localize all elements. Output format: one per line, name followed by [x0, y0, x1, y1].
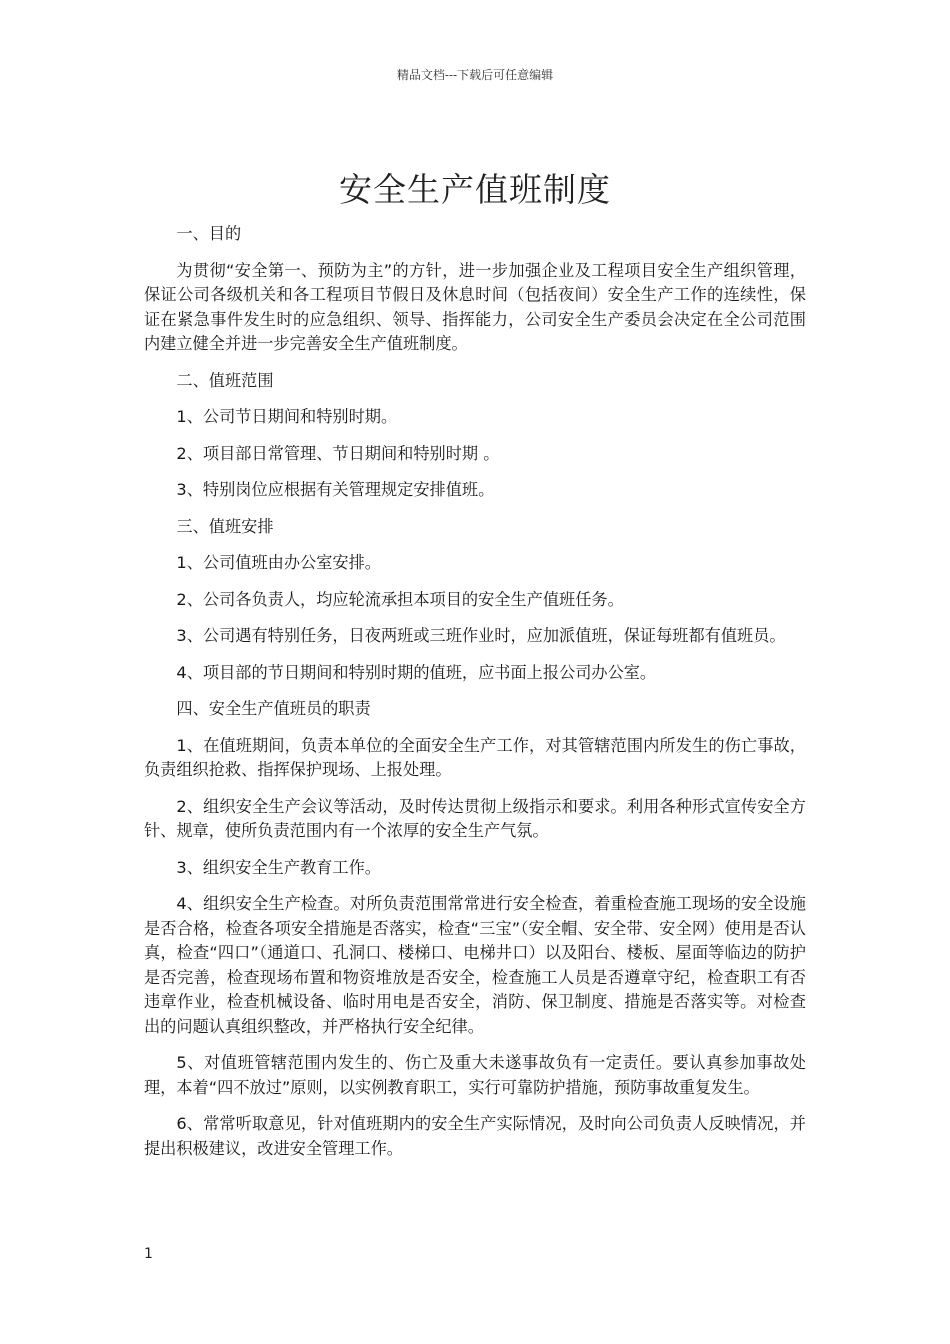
- section-heading-purpose: 一、目的: [176, 224, 242, 243]
- list-item: 6、常常听取意见，针对值班期内的安全生产实际情况，及时向公司负责人反映情况，并提出积极建议，改进安全管理工作。: [144, 1114, 806, 1158]
- list-item: 1、公司节日期间和特别时期。: [176, 407, 398, 426]
- list-item: 2、组织安全生产会议等活动，及时传达贯彻上级指示和要求。利用各种形式宣传安全方针、规章，使所负责范围内有一个浓厚的安全生产气氛。: [144, 796, 806, 840]
- list-item: 2、项目部日常管理、节日期间和特别时期 。: [176, 443, 500, 463]
- list-item: 3、特别岗位应根据有关管理规定安排值班。: [176, 480, 495, 499]
- list-item: 3、组织安全生产教育工作。: [176, 857, 381, 877]
- list-item: 5、对值班管辖范围内发生的、伤亡及重大未遂事故负有一定责任。要认真参加事故处理，本着“四不放过”原则，以实例教育职工，实行可靠防护措施，预防事故重复发生。: [144, 1053, 806, 1097]
- list-item: 1、公司值班由办公室安排。: [176, 553, 381, 572]
- list-item: 4、项目部的节日期间和特别时期的值班，应书面上报公司办公室。: [176, 662, 657, 682]
- page-header: 精品文档---下载后可任意编辑: [396, 68, 554, 82]
- document-title: 安全生产值班制度: [339, 170, 611, 209]
- section-heading-duties: 四、安全生产值班员的职责: [176, 699, 371, 718]
- list-item: 2、公司各负责人，均应轮流承担本项目的安全生产值班任务。: [176, 589, 624, 609]
- list-item: 3、公司遇有特别任务，日夜两班或三班作业时，应加派值班，保证每班都有值班员。: [176, 626, 786, 645]
- list-item: 4、组织安全生产检查。对所负责范围常常进行安全检查，着重检查施工现场的安全设施是否合格，检查各项安全措施是否落实，检查“三宝”（安全帽、安全带、安全网）使用是否认真，检查“四口”（通道口、孔洞口、楼梯口、电梯井口）以及阳台、楼板、屋面等临边的防护是否完善，检查现场布置和物资堆放是否安全，检查施工人员是否遵章守纪，检查职工有否违章作业，检查机械设备、临时用电是否安全，消防、保卫制度、措施是否落实等。对检查出的问题认真组织整改，并严格执行安全纪律。: [144, 894, 806, 1036]
- document-body: [144, 222, 806, 1173]
- section-heading-scope: 二、值班范围: [176, 370, 274, 390]
- paragraph: 为贯彻“安全第一、预防为主”的方针，进一步加强企业及工程项目安全生产组织管理，保证公司各级机关和各工程项目节假日及休息时间（包括夜间）安全生产工作的连续性，保证在紧急事件发生时的应急组织、领导、指挥能力，公司安全生产委员会决定在全公司范围内建立健全并进一步完善安全生产值班制度。: [144, 260, 806, 353]
- list-item: 1、在值班期间，负责本单位的全面安全生产工作，对其管辖范围内所发生的伤亡事故，负责组织抢救、指挥保护现场、上报处理。: [144, 735, 806, 779]
- page-number: 1: [144, 1246, 153, 1262]
- section-heading-arrangement: 三、值班安排: [176, 516, 274, 536]
